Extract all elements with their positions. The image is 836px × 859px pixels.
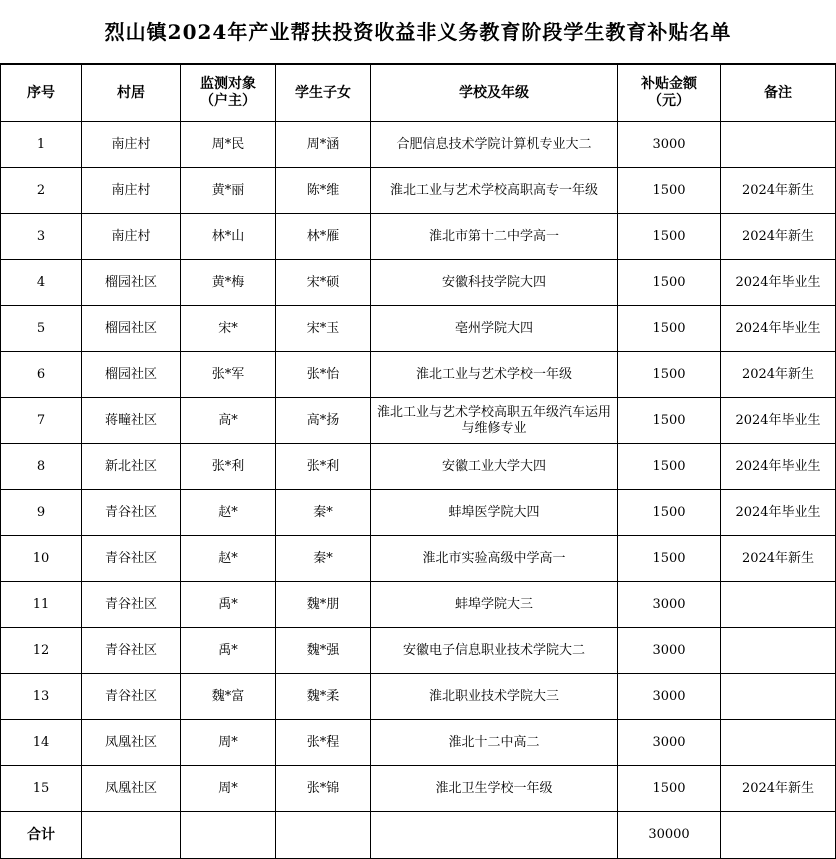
cell-school: 淮北市实验高级中学高一 xyxy=(371,536,618,582)
cell-seq: 1 xyxy=(1,122,82,168)
cell-seq: 7 xyxy=(1,398,82,444)
cell-school: 安徽工业大学大四 xyxy=(371,444,618,490)
cell-village: 凤凰社区 xyxy=(82,766,181,812)
cell-student: 张*锦 xyxy=(276,766,371,812)
header-seq: 序号 xyxy=(1,65,82,122)
page-title: 烈山镇2024年产业帮扶投资收益非义务教育阶段学生教育补贴名单 xyxy=(0,0,836,64)
cell-student: 魏*强 xyxy=(276,628,371,674)
cell-remark: 2024年新生 xyxy=(721,168,836,214)
cell-school: 蚌埠学院大三 xyxy=(371,582,618,628)
total-row xyxy=(1,812,836,859)
cell-remark: 2024年毕业生 xyxy=(721,306,836,352)
cell-village: 青谷社区 xyxy=(82,674,181,720)
cell-remark xyxy=(721,582,836,628)
header-monitor xyxy=(181,65,276,122)
table-row xyxy=(1,168,836,214)
cell-village: 榴园社区 xyxy=(82,306,181,352)
cell-remark xyxy=(721,674,836,720)
cell-student: 秦* xyxy=(276,490,371,536)
cell-village: 青谷社区 xyxy=(82,628,181,674)
cell-remark xyxy=(721,720,836,766)
table-row xyxy=(1,306,836,352)
cell-seq: 4 xyxy=(1,260,82,306)
cell-amount: 1500 xyxy=(618,490,721,536)
cell-student: 魏*朋 xyxy=(276,582,371,628)
header-monitor-line1: 监测对象 xyxy=(200,76,256,92)
cell-seq: 3 xyxy=(1,214,82,260)
cell-seq: 11 xyxy=(1,582,82,628)
cell-village: 青谷社区 xyxy=(82,490,181,536)
cell-amount: 1500 xyxy=(618,398,721,444)
table-row xyxy=(1,444,836,490)
cell-amount: 3000 xyxy=(618,122,721,168)
cell-school: 淮北市第十二中学高一 xyxy=(371,214,618,260)
cell-seq: 12 xyxy=(1,628,82,674)
cell-amount: 3000 xyxy=(618,720,721,766)
cell-amount: 1500 xyxy=(618,352,721,398)
cell-head: 张*军 xyxy=(181,352,276,398)
cell-seq: 15 xyxy=(1,766,82,812)
cell-village: 南庄村 xyxy=(82,122,181,168)
cell-village: 新北社区 xyxy=(82,444,181,490)
cell-school: 安徽科技学院大四 xyxy=(371,260,618,306)
cell-village: 青谷社区 xyxy=(82,536,181,582)
table-row xyxy=(1,628,836,674)
total-empty-cell xyxy=(181,812,276,859)
cell-amount: 3000 xyxy=(618,628,721,674)
table-row xyxy=(1,536,836,582)
cell-school: 蚌埠医学院大四 xyxy=(371,490,618,536)
table-row xyxy=(1,582,836,628)
cell-remark: 2024年毕业生 xyxy=(721,398,836,444)
cell-school: 淮北工业与艺术学校一年级 xyxy=(371,352,618,398)
cell-seq: 6 xyxy=(1,352,82,398)
header-village: 村居 xyxy=(82,65,181,122)
table-body xyxy=(1,122,836,859)
cell-seq: 10 xyxy=(1,536,82,582)
cell-amount: 1500 xyxy=(618,214,721,260)
cell-head: 高* xyxy=(181,398,276,444)
cell-head: 赵* xyxy=(181,490,276,536)
cell-head: 禹* xyxy=(181,628,276,674)
total-empty-cell xyxy=(276,812,371,859)
total-label: 合计 xyxy=(1,812,82,859)
subsidy-table xyxy=(0,64,836,859)
cell-head: 周* xyxy=(181,720,276,766)
cell-village: 南庄村 xyxy=(82,168,181,214)
header-subsidy xyxy=(618,65,721,122)
table-row xyxy=(1,214,836,260)
cell-village: 蒋疃社区 xyxy=(82,398,181,444)
cell-student: 高*扬 xyxy=(276,398,371,444)
cell-remark: 2024年毕业生 xyxy=(721,260,836,306)
cell-amount: 3000 xyxy=(618,582,721,628)
cell-school: 安徽电子信息职业技术学院大二 xyxy=(371,628,618,674)
cell-student: 张*程 xyxy=(276,720,371,766)
total-empty-cell xyxy=(721,812,836,859)
table-row xyxy=(1,398,836,444)
cell-amount: 1500 xyxy=(618,444,721,490)
cell-remark: 2024年新生 xyxy=(721,766,836,812)
cell-seq: 2 xyxy=(1,168,82,214)
cell-head: 黄*丽 xyxy=(181,168,276,214)
total-amount: 30000 xyxy=(618,812,721,859)
cell-school: 淮北工业与艺术学校高职五年级汽车运用与维修专业 xyxy=(371,398,618,444)
cell-student: 宋*硕 xyxy=(276,260,371,306)
cell-remark xyxy=(721,122,836,168)
cell-head: 赵* xyxy=(181,536,276,582)
cell-amount: 1500 xyxy=(618,168,721,214)
cell-seq: 13 xyxy=(1,674,82,720)
cell-student: 林*雁 xyxy=(276,214,371,260)
cell-student: 张*怡 xyxy=(276,352,371,398)
cell-amount: 1500 xyxy=(618,766,721,812)
cell-head: 张*利 xyxy=(181,444,276,490)
table-row xyxy=(1,766,836,812)
cell-village: 凤凰社区 xyxy=(82,720,181,766)
total-empty-cell xyxy=(82,812,181,859)
cell-school: 淮北工业与艺术学校高职高专一年级 xyxy=(371,168,618,214)
cell-student: 周*涵 xyxy=(276,122,371,168)
cell-school: 淮北卫生学校一年级 xyxy=(371,766,618,812)
total-empty-cell xyxy=(371,812,618,859)
cell-head: 周*民 xyxy=(181,122,276,168)
cell-remark: 2024年新生 xyxy=(721,352,836,398)
cell-village: 南庄村 xyxy=(82,214,181,260)
table-row xyxy=(1,260,836,306)
cell-remark: 2024年毕业生 xyxy=(721,490,836,536)
cell-student: 魏*柔 xyxy=(276,674,371,720)
cell-school: 淮北职业技术学院大三 xyxy=(371,674,618,720)
cell-school: 合肥信息技术学院计算机专业大二 xyxy=(371,122,618,168)
cell-head: 黄*梅 xyxy=(181,260,276,306)
cell-amount: 1500 xyxy=(618,260,721,306)
cell-school: 亳州学院大四 xyxy=(371,306,618,352)
cell-amount: 1500 xyxy=(618,536,721,582)
header-school: 学校及年级 xyxy=(371,65,618,122)
cell-village: 榴园社区 xyxy=(82,352,181,398)
cell-student: 宋*玉 xyxy=(276,306,371,352)
table-row xyxy=(1,352,836,398)
cell-village: 青谷社区 xyxy=(82,582,181,628)
cell-amount: 1500 xyxy=(618,306,721,352)
cell-remark: 2024年毕业生 xyxy=(721,444,836,490)
cell-remark xyxy=(721,628,836,674)
header-monitor-line2: （户主） xyxy=(200,93,256,109)
cell-remark: 2024年新生 xyxy=(721,214,836,260)
cell-seq: 5 xyxy=(1,306,82,352)
cell-amount: 3000 xyxy=(618,674,721,720)
table-row xyxy=(1,720,836,766)
cell-school: 淮北十二中高二 xyxy=(371,720,618,766)
cell-head: 魏*富 xyxy=(181,674,276,720)
cell-village: 榴园社区 xyxy=(82,260,181,306)
header-row xyxy=(1,65,836,122)
cell-seq: 14 xyxy=(1,720,82,766)
cell-head: 宋* xyxy=(181,306,276,352)
cell-student: 陈*维 xyxy=(276,168,371,214)
cell-remark: 2024年新生 xyxy=(721,536,836,582)
cell-student: 秦* xyxy=(276,536,371,582)
header-remark: 备注 xyxy=(721,65,836,122)
table-row xyxy=(1,674,836,720)
cell-head: 林*山 xyxy=(181,214,276,260)
header-subsidy-line1: 补贴金额 xyxy=(641,76,697,92)
cell-head: 禹* xyxy=(181,582,276,628)
header-subsidy-line2: （元） xyxy=(648,93,690,109)
cell-seq: 9 xyxy=(1,490,82,536)
table-row xyxy=(1,122,836,168)
cell-seq: 8 xyxy=(1,444,82,490)
cell-student: 张*利 xyxy=(276,444,371,490)
table-row xyxy=(1,490,836,536)
cell-head: 周* xyxy=(181,766,276,812)
header-student: 学生子女 xyxy=(276,65,371,122)
